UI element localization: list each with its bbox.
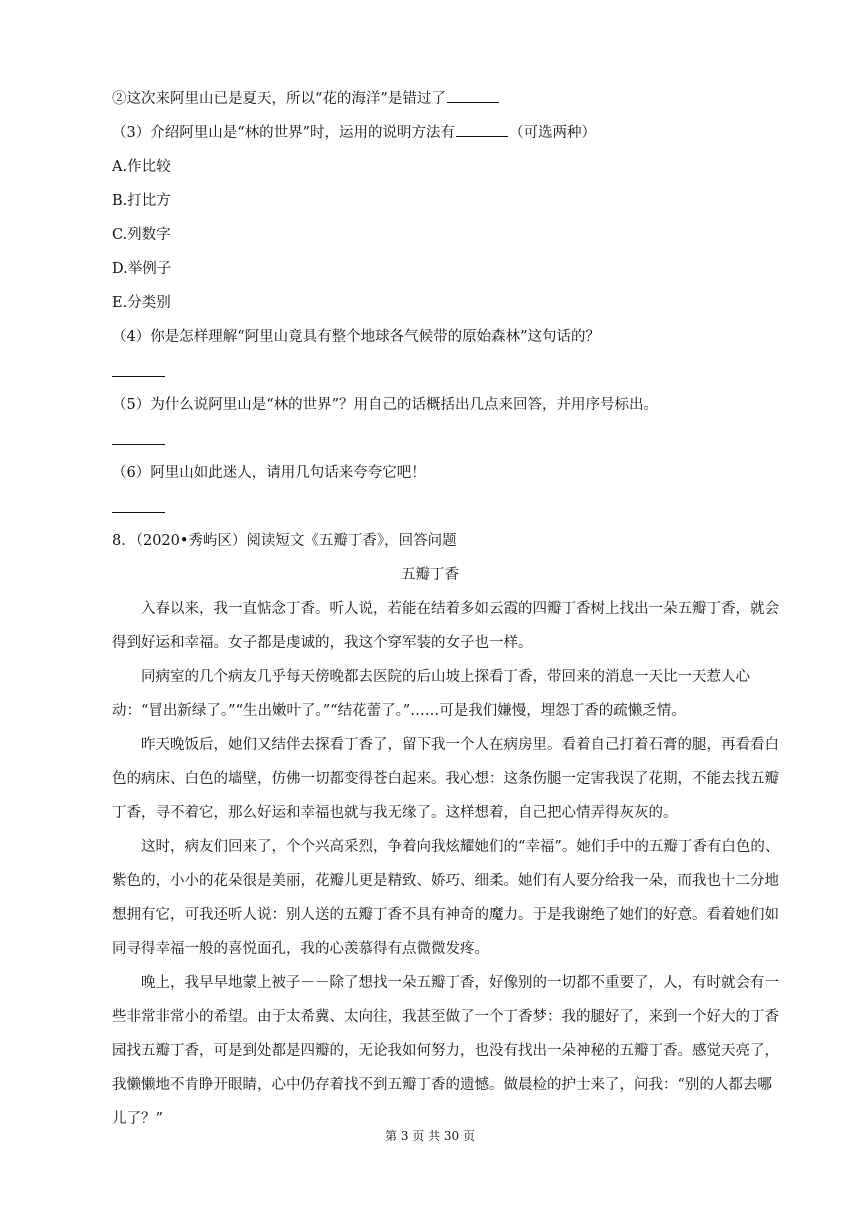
q7-sub-3-note: （可选两种）	[509, 125, 597, 141]
page-footer: 第 3 页 共 30 页	[385, 1129, 475, 1143]
answer-line[interactable]	[112, 376, 165, 377]
option-b: B.打比方	[112, 193, 171, 209]
answer-line[interactable]	[112, 444, 165, 445]
option-d: D.举例子	[112, 261, 172, 277]
passage-paragraph-5: 晚上，我早早地蒙上被子－－除了想找一朵五瓣丁香，好像别的一切都不重要了，人，有时就会有一些非常非常小的希望。由于太希冀、太向往，我甚至做了一个丁香梦：我的腿好了，来到一个好大的丁香园找五瓣丁香，可是到处都是四瓣的，无论我如何努力，也没有找出一朵神秘的五瓣丁香。感觉天亮了，我懒懒地不肯睁开眼睛，心中仍存着找不到五瓣丁香的遗憾。做晨检的护士来了，问我：“别的人都去哪儿了？”	[112, 975, 779, 1127]
q7-sub-3	[112, 122, 596, 143]
q7-item-2	[112, 88, 500, 109]
passage-paragraph-1: 入春以来，我一直惦念丁香。听人说，若能在结着多如云霞的四瓣丁香树上找出一朵五瓣丁香，就会得到好运和幸福。女子都是虔诚的，我这个穿军装的女子也一样。	[112, 601, 779, 651]
q7-sub-5: （5）为什么说阿里山是“林的世界”？用自己的话概括出几点来回答，并用序号标出。	[112, 397, 659, 413]
answer-line[interactable]	[112, 512, 165, 513]
option-e: E.分类别	[112, 295, 171, 311]
passage-paragraph-2: 同病室的几个病友几乎每天傍晚都去医院的后山坡上探看丁香，带回来的消息一天比一天惹人心动：“冒出新绿了。”“生出嫩叶了。”“结花蕾了。”……可是我们嫌慢，埋怨丁香的疏懒乏情。	[112, 669, 750, 719]
passage-paragraph-4: 这时，病友们回来了，个个兴高采烈，争着向我炫耀她们的“幸福”。她们手中的五瓣丁香有白色的、紫色的，小小的花朵很是美丽，花瓣儿更是精致、娇巧、细柔。她们有人要分给我一朵，而我也十二分地想拥有它，可我还听人说：别人送的五瓣丁香不具有神奇的魔力。于是我谢绝了她们的好意。看着她们如同寻得幸福一般的喜悦面孔，我的心羡慕得有点微微发疼。	[112, 839, 780, 957]
passage-title: 五瓣丁香	[401, 567, 459, 583]
fill-blank[interactable]	[447, 88, 499, 103]
q7-sub-3-text: （3）介绍阿里山是“林的世界”时，运用的说明方法有	[112, 125, 456, 141]
fill-blank[interactable]	[456, 122, 508, 137]
passage-paragraph-3: 昨天晚饭后，她们又结伴去探看丁香了，留下我一个人在病房里。看着自己打着石膏的腿，再看看白色的病床、白色的墙壁，仿佛一切都变得苍白起来。我心想：这条伤腿一定害我误了花期，不能去找五瓣丁香，寻不着它，那么好运和幸福也就与我无缘了。这样想着，自己把心情弄得灰灰的。	[112, 737, 779, 821]
q8-heading: 8．（2020•秀屿区）阅读短文《五瓣丁香》，回答问题	[112, 533, 457, 549]
option-c: C.列数字	[112, 227, 171, 243]
q7-sub-4: （4）你是怎样理解“阿里山竟具有整个地球各气候带的原始森林”这句话的？	[112, 329, 601, 345]
q7-sub-6: （6）阿里山如此迷人，请用几句话来夸夸它吧！	[112, 465, 426, 481]
q7-item-2-text: ②这次来阿里山已是夏天，所以“花的海洋”是错过了	[112, 91, 446, 107]
option-a: A.作比较	[112, 159, 171, 175]
